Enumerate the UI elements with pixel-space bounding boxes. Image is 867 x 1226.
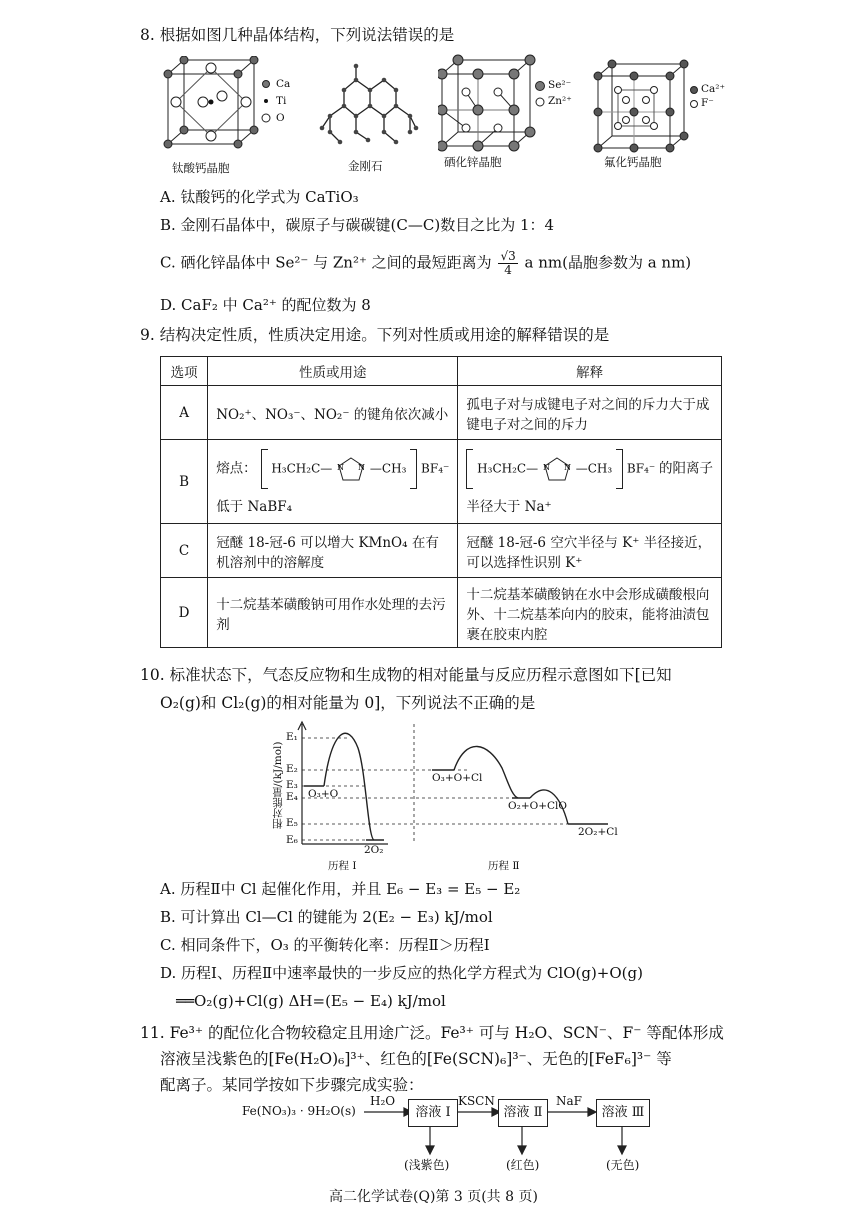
- left-bracket: [261, 449, 268, 489]
- q8-figure-caf2: [592, 58, 732, 176]
- caf2-caption: 氟化钙晶胞: [604, 155, 662, 169]
- row-property: NO₂⁺、NO₃⁻、NO₂⁻ 的键角依次减小: [208, 386, 458, 440]
- fraction-denominator: 4: [504, 263, 512, 277]
- explanation-tail: 的阳离子: [659, 460, 713, 476]
- svg-text:N: N: [337, 462, 345, 472]
- q8-option-c-text: C. 硒化锌晶体中 Se²⁻ 与 Zn²⁺ 之间的最短距离为: [160, 253, 492, 272]
- level-e6: E₆: [286, 834, 298, 846]
- reagent-h2o: H₂O: [370, 1094, 396, 1108]
- right-bracket: [616, 449, 623, 489]
- melting-point-label: 熔点：: [216, 460, 257, 476]
- table-row: [161, 386, 722, 440]
- header-option: 选项: [161, 357, 208, 386]
- solution-3-box: 溶液 Ⅲ: [596, 1099, 650, 1127]
- q10-option-a: A. 历程Ⅱ中 Cl 起催化作用，并且 E₆ − E₃ = E₅ − E₂: [160, 880, 521, 898]
- x-label-path2: 历程 Ⅱ: [488, 860, 520, 872]
- level-e5: E₅: [286, 817, 298, 829]
- q10-option-d-line2: ══O₂(g)+Cl(g) ΔH=(E₅ − E₄) kJ/mol: [176, 992, 446, 1010]
- q8-figure-diamond: [316, 58, 426, 176]
- table-row: [161, 440, 722, 524]
- q11-flowchart: [240, 1096, 700, 1176]
- level-e1: E₁: [286, 731, 298, 743]
- solution-2-color: (红色): [506, 1158, 540, 1172]
- q11-line3: 配离子。某同学按如下步骤完成实验：: [160, 1076, 424, 1094]
- row-option: D: [161, 578, 208, 648]
- caf2-legend-f: F⁻: [701, 97, 714, 109]
- q10-option-d-line1: D. 历程Ⅰ、历程Ⅱ中速率最快的一步反应的热化学方程式为 ClO(g)+O(g): [160, 964, 643, 982]
- solution-1-box: 溶液 Ⅰ: [408, 1099, 458, 1127]
- diamond-caption: 金刚石: [348, 159, 383, 173]
- row-property: [208, 440, 458, 524]
- table-header-row: [161, 357, 722, 386]
- q8-option-d: D. CaF₂ 中 Ca²⁺ 的配位数为 8: [160, 296, 371, 314]
- row-explanation-tail: 半径大于 Na⁺: [466, 498, 552, 515]
- q11-line2: 溶液呈浅紫色的[Fe(H₂O)₆]³⁺、红色的[Fe(SCN)₆]³⁻、无色的[FeF₆]³⁻ 等: [160, 1050, 672, 1068]
- imidazolium-ring-icon: [336, 456, 366, 482]
- y-axis-label: 相对能量/(kJ/mol): [272, 741, 284, 829]
- cation-left-group: H₃CH₂C—: [477, 461, 539, 475]
- q8-option-c-tail: a nm(晶胞参数为 a nm): [524, 253, 692, 272]
- right-bracket: [410, 449, 417, 489]
- q8-stem: 8. 根据如图几种晶体结构，下列说法错误的是: [140, 26, 455, 44]
- q9-stem: 9. 结构决定性质，性质决定用途。下列对性质或用途的解释错误的是: [140, 326, 610, 344]
- q10-option-b: B. 可计算出 Cl—Cl 的键能为 2(E₂ − E₃) kJ/mol: [160, 908, 493, 926]
- anion-label: BF₄⁻: [421, 461, 450, 475]
- svg-text:N: N: [563, 462, 571, 472]
- row-explanation: 冠醚 18-冠-6 空穴半径与 K⁺ 半径接近，可以选择性识别 K⁺: [458, 524, 722, 578]
- solution-1-color: (浅紫色): [404, 1158, 450, 1172]
- svg-text:N: N: [358, 462, 366, 472]
- species-2o2: 2O₂: [364, 844, 384, 856]
- level-e2: E₂: [286, 763, 298, 775]
- caf2-legend-ca: Ca²⁺: [701, 83, 726, 95]
- q8-figure-znse: [438, 54, 578, 174]
- row-explanation: [458, 440, 722, 524]
- svg-text:N: N: [542, 462, 550, 472]
- znse-legend-se: Se²⁻: [548, 79, 572, 91]
- q10-stem-line1: 10. 标准状态下，气态反应物和生成物的相对能量与反应历程示意图如下[已知: [140, 666, 672, 684]
- q8-option-a: A. 钛酸钙的化学式为 CaTiO₃: [160, 188, 359, 206]
- row-explanation: 十二烷基苯磺酸钠在水中会形成磺酸根向外、十二烷基苯向内的胶束，能将油渍包裹在胶束内腔: [458, 578, 722, 648]
- q10-energy-diagram: [268, 718, 628, 874]
- row-option: A: [161, 386, 208, 440]
- species-2o2-cl: 2O₂+Cl: [578, 826, 618, 838]
- znse-legend-zn: Zn²⁺: [548, 95, 572, 107]
- q8-option-c-fraction: [498, 250, 517, 277]
- solution-2-box: 溶液 Ⅱ: [498, 1099, 548, 1127]
- header-explanation: 解释: [458, 357, 722, 386]
- q10-stem-line2: O₂(g)和 Cl₂(g)的相对能量为 0]，下列说法不正确的是: [160, 694, 536, 712]
- row-property: 十二烷基苯磺酸钠可用作水处理的去污剂: [208, 578, 458, 648]
- q9-table: [160, 356, 722, 648]
- catio3-legend-o: O: [276, 112, 285, 124]
- table-row: [161, 578, 722, 648]
- q8-figure-catio3: [162, 56, 302, 176]
- species-o3-o: O₃+O: [308, 788, 339, 800]
- catio3-caption: 钛酸钙晶胞: [172, 161, 230, 175]
- catio3-legend-ti: Ti: [276, 95, 287, 107]
- species-o3-o-cl: O₃+O+Cl: [432, 772, 483, 784]
- x-label-path1: 历程 Ⅰ: [328, 860, 357, 872]
- level-e4: E₄: [286, 791, 298, 803]
- diamond-structure-image: [316, 58, 426, 150]
- cation-right-group: —CH₃: [369, 461, 407, 475]
- header-property: 性质或用途: [208, 357, 458, 386]
- solution-3-color: (无色): [606, 1158, 640, 1172]
- row-option: C: [161, 524, 208, 578]
- page-footer: 高二化学试卷(Q)第 3 页(共 8 页): [329, 1189, 538, 1205]
- species-o2-o-clo: O₂+O+ClO: [508, 800, 568, 812]
- row-explanation: 孤电子对与成键电子对之间的斥力大于成键电子对之间的斥力: [458, 386, 722, 440]
- q11-line1: 11. Fe³⁺ 的配位化合物较稳定且用途广泛。Fe³⁺ 可与 H₂O、SCN⁻、F⁻ 等配体形成: [140, 1024, 724, 1042]
- q8-option-c: [160, 250, 691, 277]
- row-property: 冠醚 18-冠-6 可以增大 KMnO₄ 在有机溶剂中的溶解度: [208, 524, 458, 578]
- start-reagent: Fe(NO₃)₃ · 9H₂O(s): [242, 1104, 356, 1118]
- row-property-tail: 低于 NaBF₄: [216, 498, 293, 515]
- level-e3: E₃: [286, 779, 298, 791]
- cation-right-group: —CH₃: [575, 461, 613, 475]
- row-option: B: [161, 440, 208, 524]
- reagent-naf: NaF: [556, 1094, 582, 1108]
- imidazolium-ring-icon: [542, 456, 572, 482]
- q10-option-c: C. 相同条件下，O₃ 的平衡转化率：历程Ⅱ＞历程Ⅰ: [160, 936, 490, 954]
- reagent-kscn: KSCN: [458, 1094, 495, 1108]
- q8-option-b: B. 金刚石晶体中，碳原子与碳碳键(C—C)数目之比为 1：4: [160, 216, 555, 234]
- table-row: [161, 524, 722, 578]
- catio3-legend-ca: Ca: [276, 78, 291, 90]
- left-bracket: [466, 449, 473, 489]
- znse-caption: 硒化锌晶胞: [444, 155, 502, 169]
- fraction-numerator: √3: [500, 249, 516, 263]
- cation-left-group: H₃CH₂C—: [271, 461, 333, 475]
- anion-label: BF₄⁻: [626, 461, 656, 475]
